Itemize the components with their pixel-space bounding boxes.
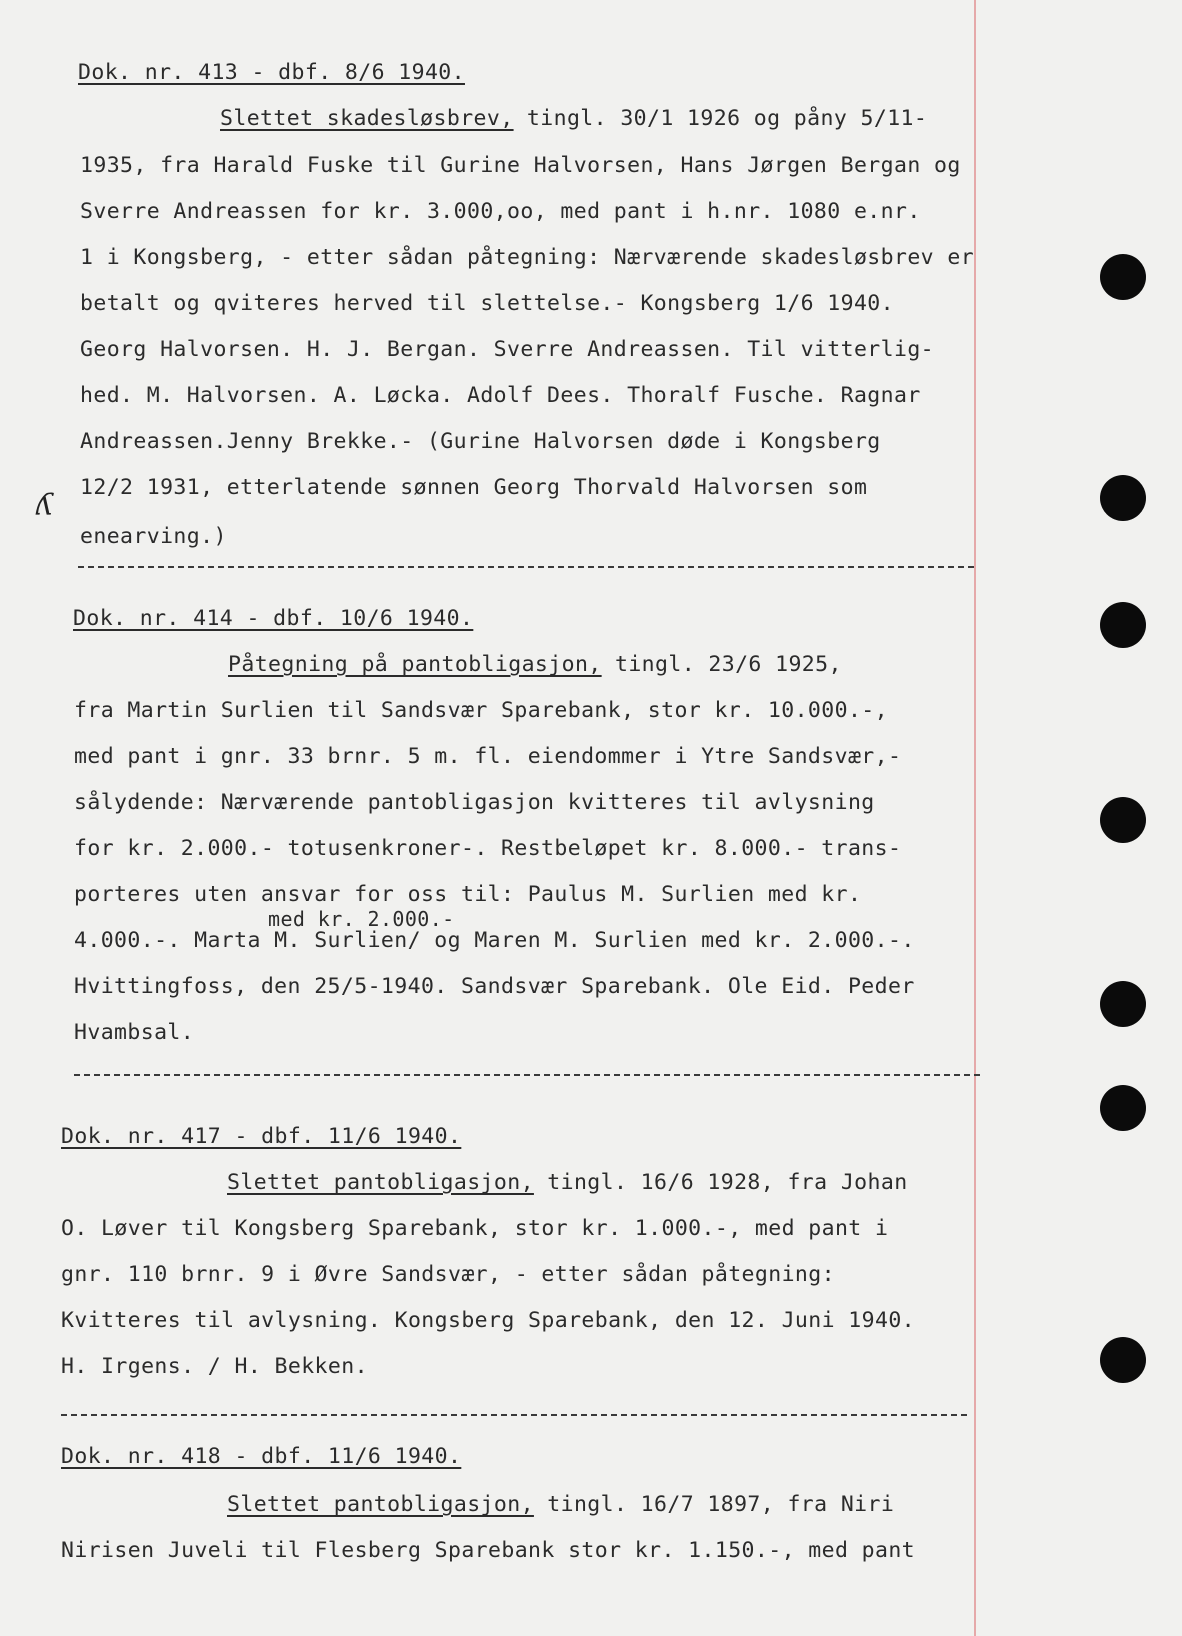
entry-line: 1935, fra Harald Fuske til Gurine Halvorsen, Hans Jørgen Bergan og <box>80 153 961 178</box>
dashed-separator <box>74 1074 980 1076</box>
punch-hole <box>1100 1085 1146 1131</box>
entry-line: Andreassen.Jenny Brekke.- (Gurine Halvorsen døde i Kongsberg <box>80 429 881 454</box>
entry-line: Påtegning på pantobligasjon, tingl. 23/6 1925, <box>228 652 842 677</box>
entry-line: med pant i gnr. 33 brnr. 5 m. fl. eiendommer i Ytre Sandsvær,- <box>74 744 902 769</box>
punch-hole <box>1100 602 1146 648</box>
entry-line: sålydende: Nærværende pantobligasjon kvitteres til avlysning <box>74 790 875 815</box>
entry-line: Sverre Andreassen for kr. 3.000,oo, med pant i h.nr. 1080 e.nr. <box>80 199 921 224</box>
punch-hole <box>1100 981 1146 1027</box>
dashed-separator <box>61 1414 967 1416</box>
margin-rule <box>974 0 976 1636</box>
interlinear-insertion: med kr. 2.000.- <box>268 907 455 931</box>
punch-hole <box>1100 475 1146 521</box>
entry-header: Dok. nr. 418 - dbf. 11/6 1940. <box>61 1444 462 1469</box>
entry-line: Hvittingfoss, den 25/5-1940. Sandsvær Sparebank. Ole Eid. Peder <box>74 974 915 999</box>
entry-title: Slettet pantobligasjon, <box>227 1170 534 1195</box>
entry-line: O. Løver til Kongsberg Sparebank, stor kr. 1.000.-, med pant i <box>61 1216 889 1241</box>
entry-line: Kvitteres til avlysning. Kongsberg Sparebank, den 12. Juni 1940. <box>61 1308 916 1333</box>
punch-hole <box>1100 797 1146 843</box>
entry-header: Dok. nr. 417 - dbf. 11/6 1940. <box>61 1124 462 1149</box>
entry-line: Hvambsal. <box>74 1020 195 1045</box>
handwritten-check-mark: ʎ <box>36 488 53 523</box>
entry-line: for kr. 2.000.- totusenkroner-. Restbeløpet kr. 8.000.- trans- <box>74 836 902 861</box>
entry-title: Påtegning på pantobligasjon, <box>228 652 602 677</box>
entry-line: Nirisen Juveli til Flesberg Sparebank stor kr. 1.150.-, med pant <box>61 1538 916 1563</box>
entry-title: Slettet pantobligasjon, <box>227 1492 534 1517</box>
entry-line: hed. M. Halvorsen. A. Løcka. Adolf Dees. Thoralf Fusche. Ragnar <box>80 383 921 408</box>
entry-line: porteres uten ansvar for oss til: Paulus M. Surlien med kr. <box>74 882 862 907</box>
entry-line: betalt og qviteres herved til slettelse.- Kongsberg 1/6 1940. <box>80 291 894 316</box>
entry-line: 4.000.-. Marta M. Surlien/ og Maren M. Surlien med kr. 2.000.-. <box>74 928 915 953</box>
entry-line: Slettet skadesløsbrev, tingl. 30/1 1926 og påny 5/11- <box>220 106 928 131</box>
entry-line: 1 i Kongsberg, - etter sådan påtegning: Nærværende skadesløsbrev er <box>80 245 975 270</box>
entry-line: H. Irgens. / H. Bekken. <box>61 1354 368 1379</box>
entry-line: enearving.) <box>80 524 227 549</box>
entry-title: Slettet skadesløsbrev, <box>220 106 514 131</box>
punch-hole <box>1100 254 1146 300</box>
entry-line: Slettet pantobligasjon, tingl. 16/6 1928, fra Johan <box>227 1170 908 1195</box>
entry-header: Dok. nr. 413 - dbf. 8/6 1940. <box>78 60 465 85</box>
dashed-separator <box>78 566 974 568</box>
punch-hole <box>1100 1337 1146 1383</box>
entry-line: Georg Halvorsen. H. J. Bergan. Sverre Andreassen. Til vitterlig- <box>80 337 935 362</box>
entry-line: 12/2 1931, etterlatende sønnen Georg Thorvald Halvorsen som <box>80 475 868 500</box>
entry-line: gnr. 110 brnr. 9 i Øvre Sandsvær, - etter sådan påtegning: <box>61 1262 835 1287</box>
entry-line: fra Martin Surlien til Sandsvær Sparebank, stor kr. 10.000.-, <box>74 698 888 723</box>
entry-line: Slettet pantobligasjon, tingl. 16/7 1897, fra Niri <box>227 1492 895 1517</box>
entry-header: Dok. nr. 414 - dbf. 10/6 1940. <box>73 606 474 631</box>
